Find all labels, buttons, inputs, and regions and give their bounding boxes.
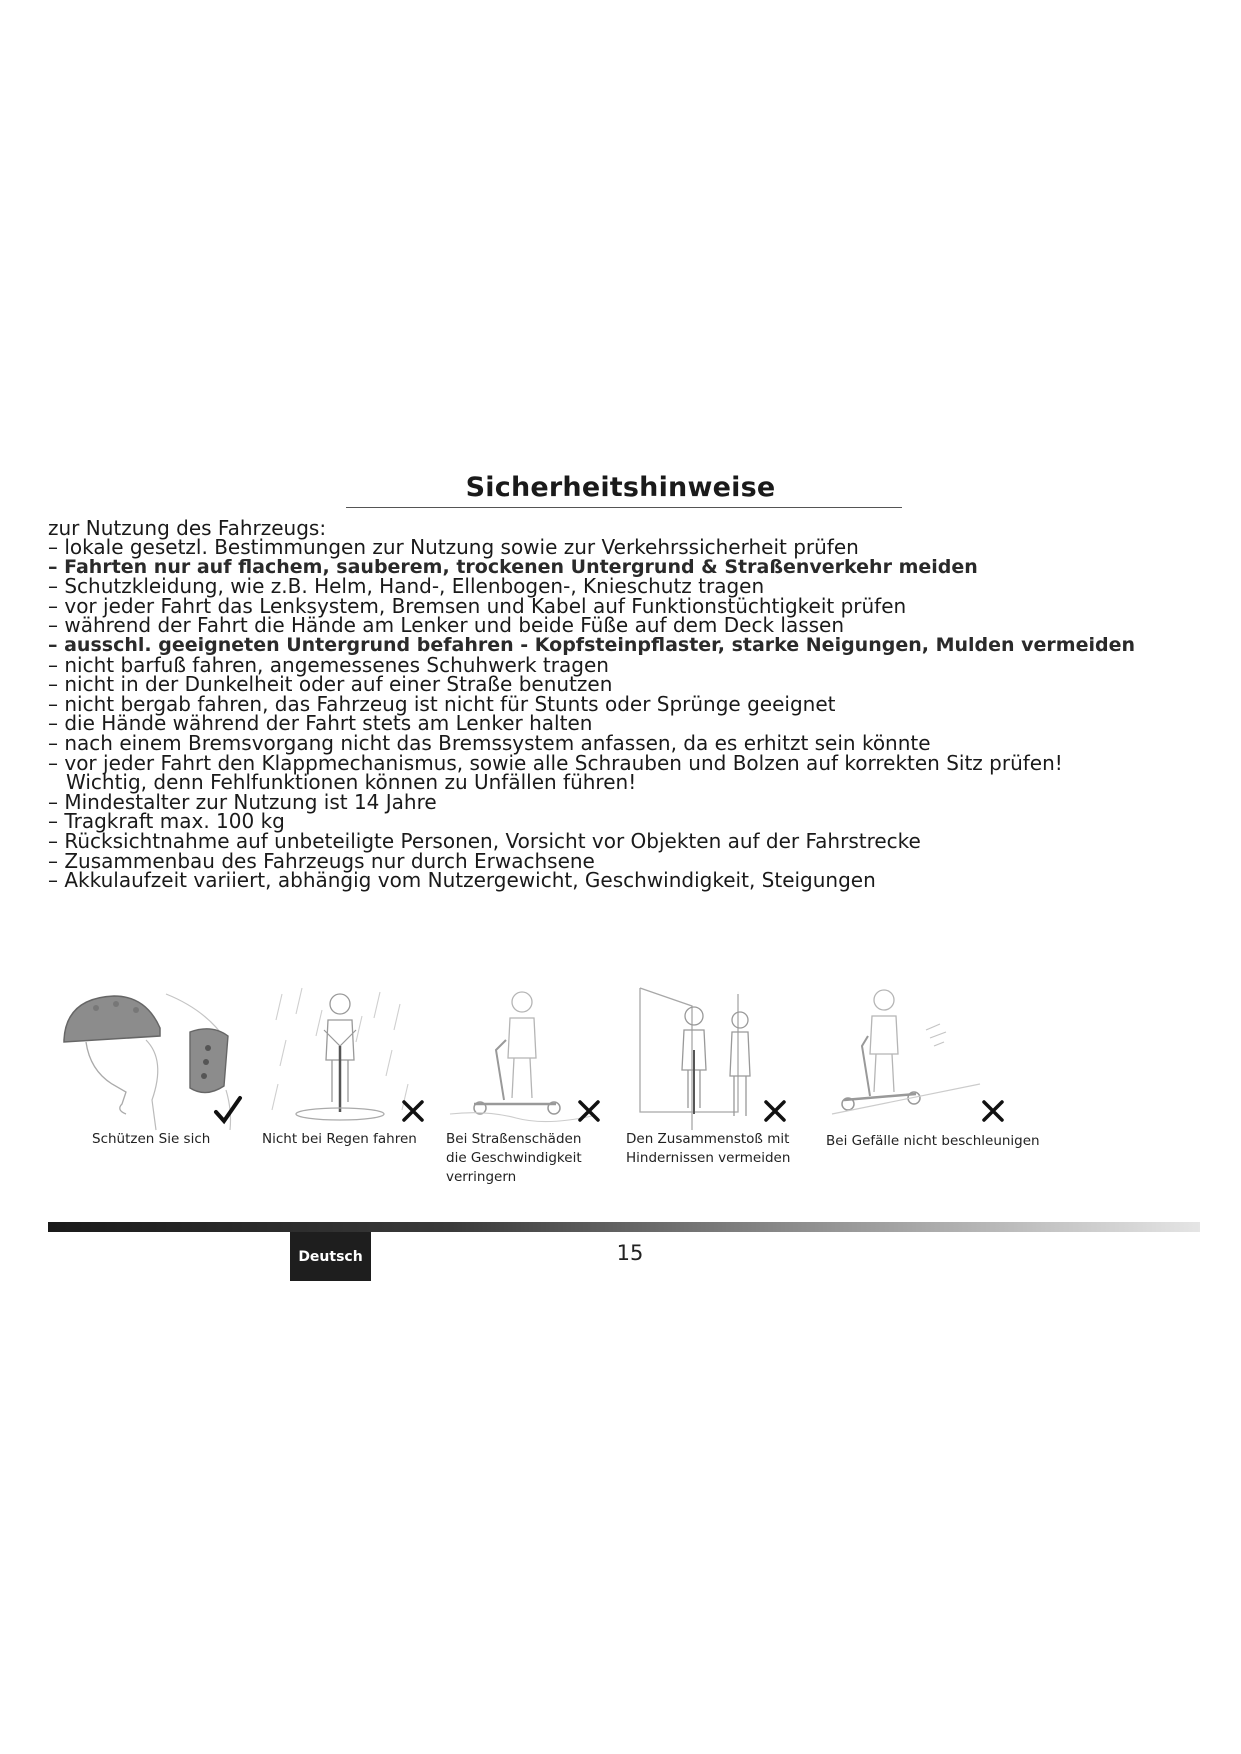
caption-protect: Schützen Sie sich [92, 1131, 211, 1147]
caption-collision: Den Zusammenstoß mit Hindernissen vermeiden [626, 1131, 791, 1166]
rule-item: – vor jeder Fahrt den Klappmechanismus, sowie alle Schrauben und Bolzen auf korrekten Sitz prüfen! Wichtig, denn Fehlfunktionen können zu Unfällen führen! [48, 754, 1135, 793]
helmet-kneepad-illustration [56, 980, 236, 1140]
rule-continuation: Wichtig, denn Fehlfunktionen können zu Unfällen führen! [66, 770, 637, 795]
rule-item: – Schutzkleidung, wie z.B. Helm, Hand-, Ellenbogen-, Knieschutz tragen [48, 574, 765, 599]
rule-item: – lokale gesetzl. Bestimmungen zur Nutzung sowie zur Verkehrssicherheit prüfen [48, 535, 859, 559]
language-tab: Deutsch [290, 1232, 371, 1281]
rule-item: – vor jeder Fahrt das Lenksystem, Bremsen und Kabel auf Funktionstüchtigkeit prüfen [48, 593, 907, 618]
cross-mark-icon [762, 1098, 788, 1124]
cross-mark-icon [576, 1098, 602, 1124]
page-number: 15 [616, 1241, 644, 1265]
rule-item: – nicht bergab fahren, das Fahrzeug ist nicht für Stunts oder Sprünge geeignet [48, 691, 836, 716]
rule-item: – ausschl. geeigneten Untergrund befahren - Kopfsteinpflaster, starke Neigungen, Mulden vermeiden [48, 633, 1136, 656]
caption-rain: Nicht bei Regen fahren [262, 1131, 417, 1147]
cross-mark-icon [400, 1098, 426, 1124]
footer-gradient-bar [48, 1222, 1200, 1232]
rule-item: – Rücksichtnahme auf unbeteiligte Personen, Vorsicht vor Objekten auf der Fahrstrecke [48, 828, 921, 853]
intro-text: zur Nutzung des Fahrzeugs: [48, 516, 327, 540]
check-mark-icon [212, 1094, 244, 1126]
rule-item: – nicht barfuß fahren, angemessenes Schuhwerk tragen [48, 652, 609, 677]
safety-rules-list [48, 535, 1136, 893]
rain-riding-illustration [262, 980, 422, 1140]
title-underline [346, 507, 902, 508]
cross-mark-icon [980, 1098, 1006, 1124]
rule-item: – die Hände während der Fahrt stets am Lenker halten [48, 711, 593, 736]
page-title: Sicherheitshinweise [465, 472, 776, 503]
rule-item: – Tragkraft max. 100 kg [48, 809, 285, 834]
rule-item: – während der Fahrt die Hände am Lenker und beide Füße auf dem Deck lassen [48, 613, 845, 638]
rule-item: – Mindestalter zur Nutzung ist 14 Jahre [48, 789, 437, 814]
rule-item: – Fahrten nur auf flachem, sauberem, trockenen Untergrund & Straßenverkehr meiden [48, 555, 978, 578]
rule-item: – nicht in der Dunkelheit oder auf einer Straße benutzen [48, 672, 613, 697]
road-damage-illustration [446, 980, 596, 1140]
rule-item: – Akkulaufzeit variiert, abhängig vom Nutzergewicht, Geschwindigkeit, Steigungen [48, 868, 876, 893]
rule-item: – Zusammenbau des Fahrzeugs nur durch Erwachsene [48, 848, 595, 873]
caption-road-damage: Bei Straßenschäden die Geschwindigkeit verringern [446, 1131, 582, 1185]
rule-item: – nach einem Bremsvorgang nicht das Bremssystem anfassen, da es erhitzt sein könnte [48, 730, 931, 755]
caption-downhill: Bei Gefälle nicht beschleunigen [826, 1133, 1040, 1149]
